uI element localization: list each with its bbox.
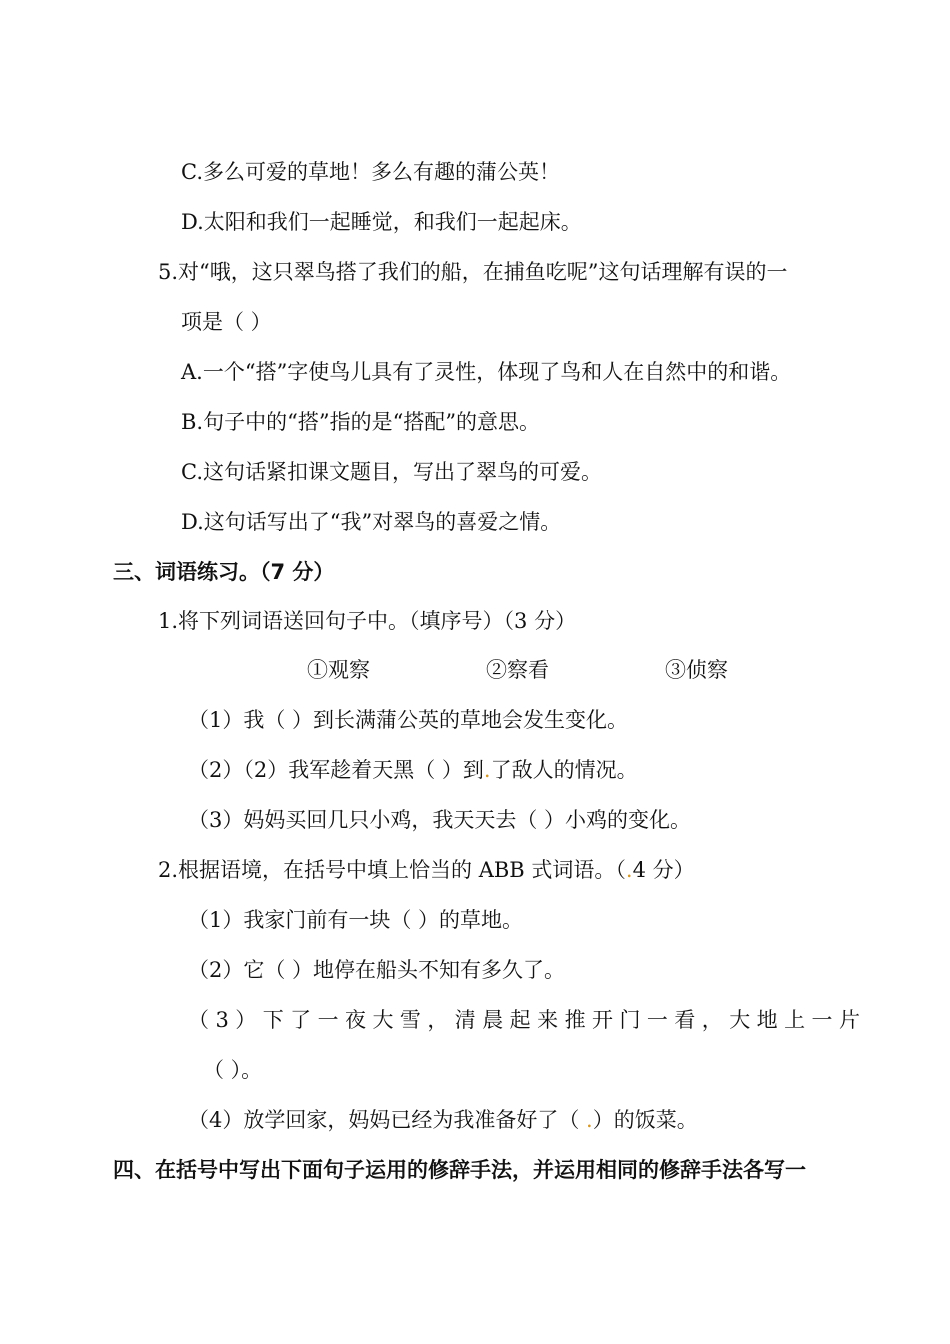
stray-dot-mark: . <box>483 758 491 782</box>
q5-option-a: A.一个“搭”字使鸟儿具有了灵性，体现了鸟和人在自然中的和谐。 <box>181 360 792 384</box>
q5-option-d: D.这句话写出了“我”对翠鸟的喜爱之情。 <box>181 510 562 534</box>
abb-sentence-1: （1）我家门前有一块（ ）的草地。 <box>188 908 524 932</box>
abb-sentence-2: （2）它（ ）地停在船头不知有多久了。 <box>188 958 566 982</box>
fill-sentence-2-part-b: 了敌人的情况。 <box>490 758 638 782</box>
section-4-heading: 四、在括号中写出下面句子运用的修辞手法，并运用相同的修辞手法各写一 <box>113 1158 806 1182</box>
fill-sentence-1: （1）我（ ）到长满蒲公英的草地会发生变化。 <box>188 708 629 732</box>
stray-dot-mark: . <box>586 1108 593 1132</box>
q5-option-b: B.句子中的“搭”指的是“搭配”的意思。 <box>181 410 541 434</box>
section-3-question-1: 1.将下列词语送回句子中。（填序号）（3 分） <box>158 609 577 633</box>
word-option-2: ②察看 <box>486 658 549 682</box>
abb-sentence-3: （3）下了一夜大雪，清晨起来推开门一看，大地上一片 <box>188 1008 860 1032</box>
fill-sentence-2-part-a: （2）（2）我军趁着天黑（ ）到 <box>188 758 484 782</box>
question-2-part-a: 2.根据语境，在括号中填上恰当的 ABB 式词语。（ <box>158 858 626 882</box>
option-c-line: C.多么可爱的草地！多么有趣的蒲公英！ <box>181 160 560 184</box>
stray-dot-mark: . <box>625 858 633 882</box>
q5-option-c: C.这句话紧扣课文题目，写出了翠鸟的可爱。 <box>181 460 602 484</box>
abb-sentence-4-part-a: （4）放学回家，妈妈已经为我准备好了（ <box>188 1108 587 1132</box>
abb-sentence-3-cont: （ ）。 <box>203 1058 263 1082</box>
abb-sentence-4-part-b: ）的饭菜。 <box>592 1108 698 1132</box>
question-5-stem-cont: 项是（ ） <box>181 310 272 334</box>
question-5-stem: 5.对“哦，这只翠鸟搭了我们的船，在捕鱼吃呢”这句话理解有误的一 <box>158 260 788 284</box>
fill-sentence-2 <box>188 756 638 784</box>
word-option-3: ③侦察 <box>665 658 728 682</box>
section-3-question-2 <box>158 856 695 884</box>
word-options <box>0 656 950 684</box>
section-3-heading: 三、词语练习。（7 分） <box>113 560 335 584</box>
fill-sentence-3: （3）妈妈买回几只小鸡，我天天去（ ）小鸡的变化。 <box>188 808 692 832</box>
word-option-1: ①观察 <box>307 658 370 682</box>
question-2-part-b: 4 分） <box>632 858 695 882</box>
abb-sentence-4 <box>188 1106 698 1134</box>
option-d-line: D.太阳和我们一起睡觉，和我们一起起床。 <box>181 210 582 234</box>
